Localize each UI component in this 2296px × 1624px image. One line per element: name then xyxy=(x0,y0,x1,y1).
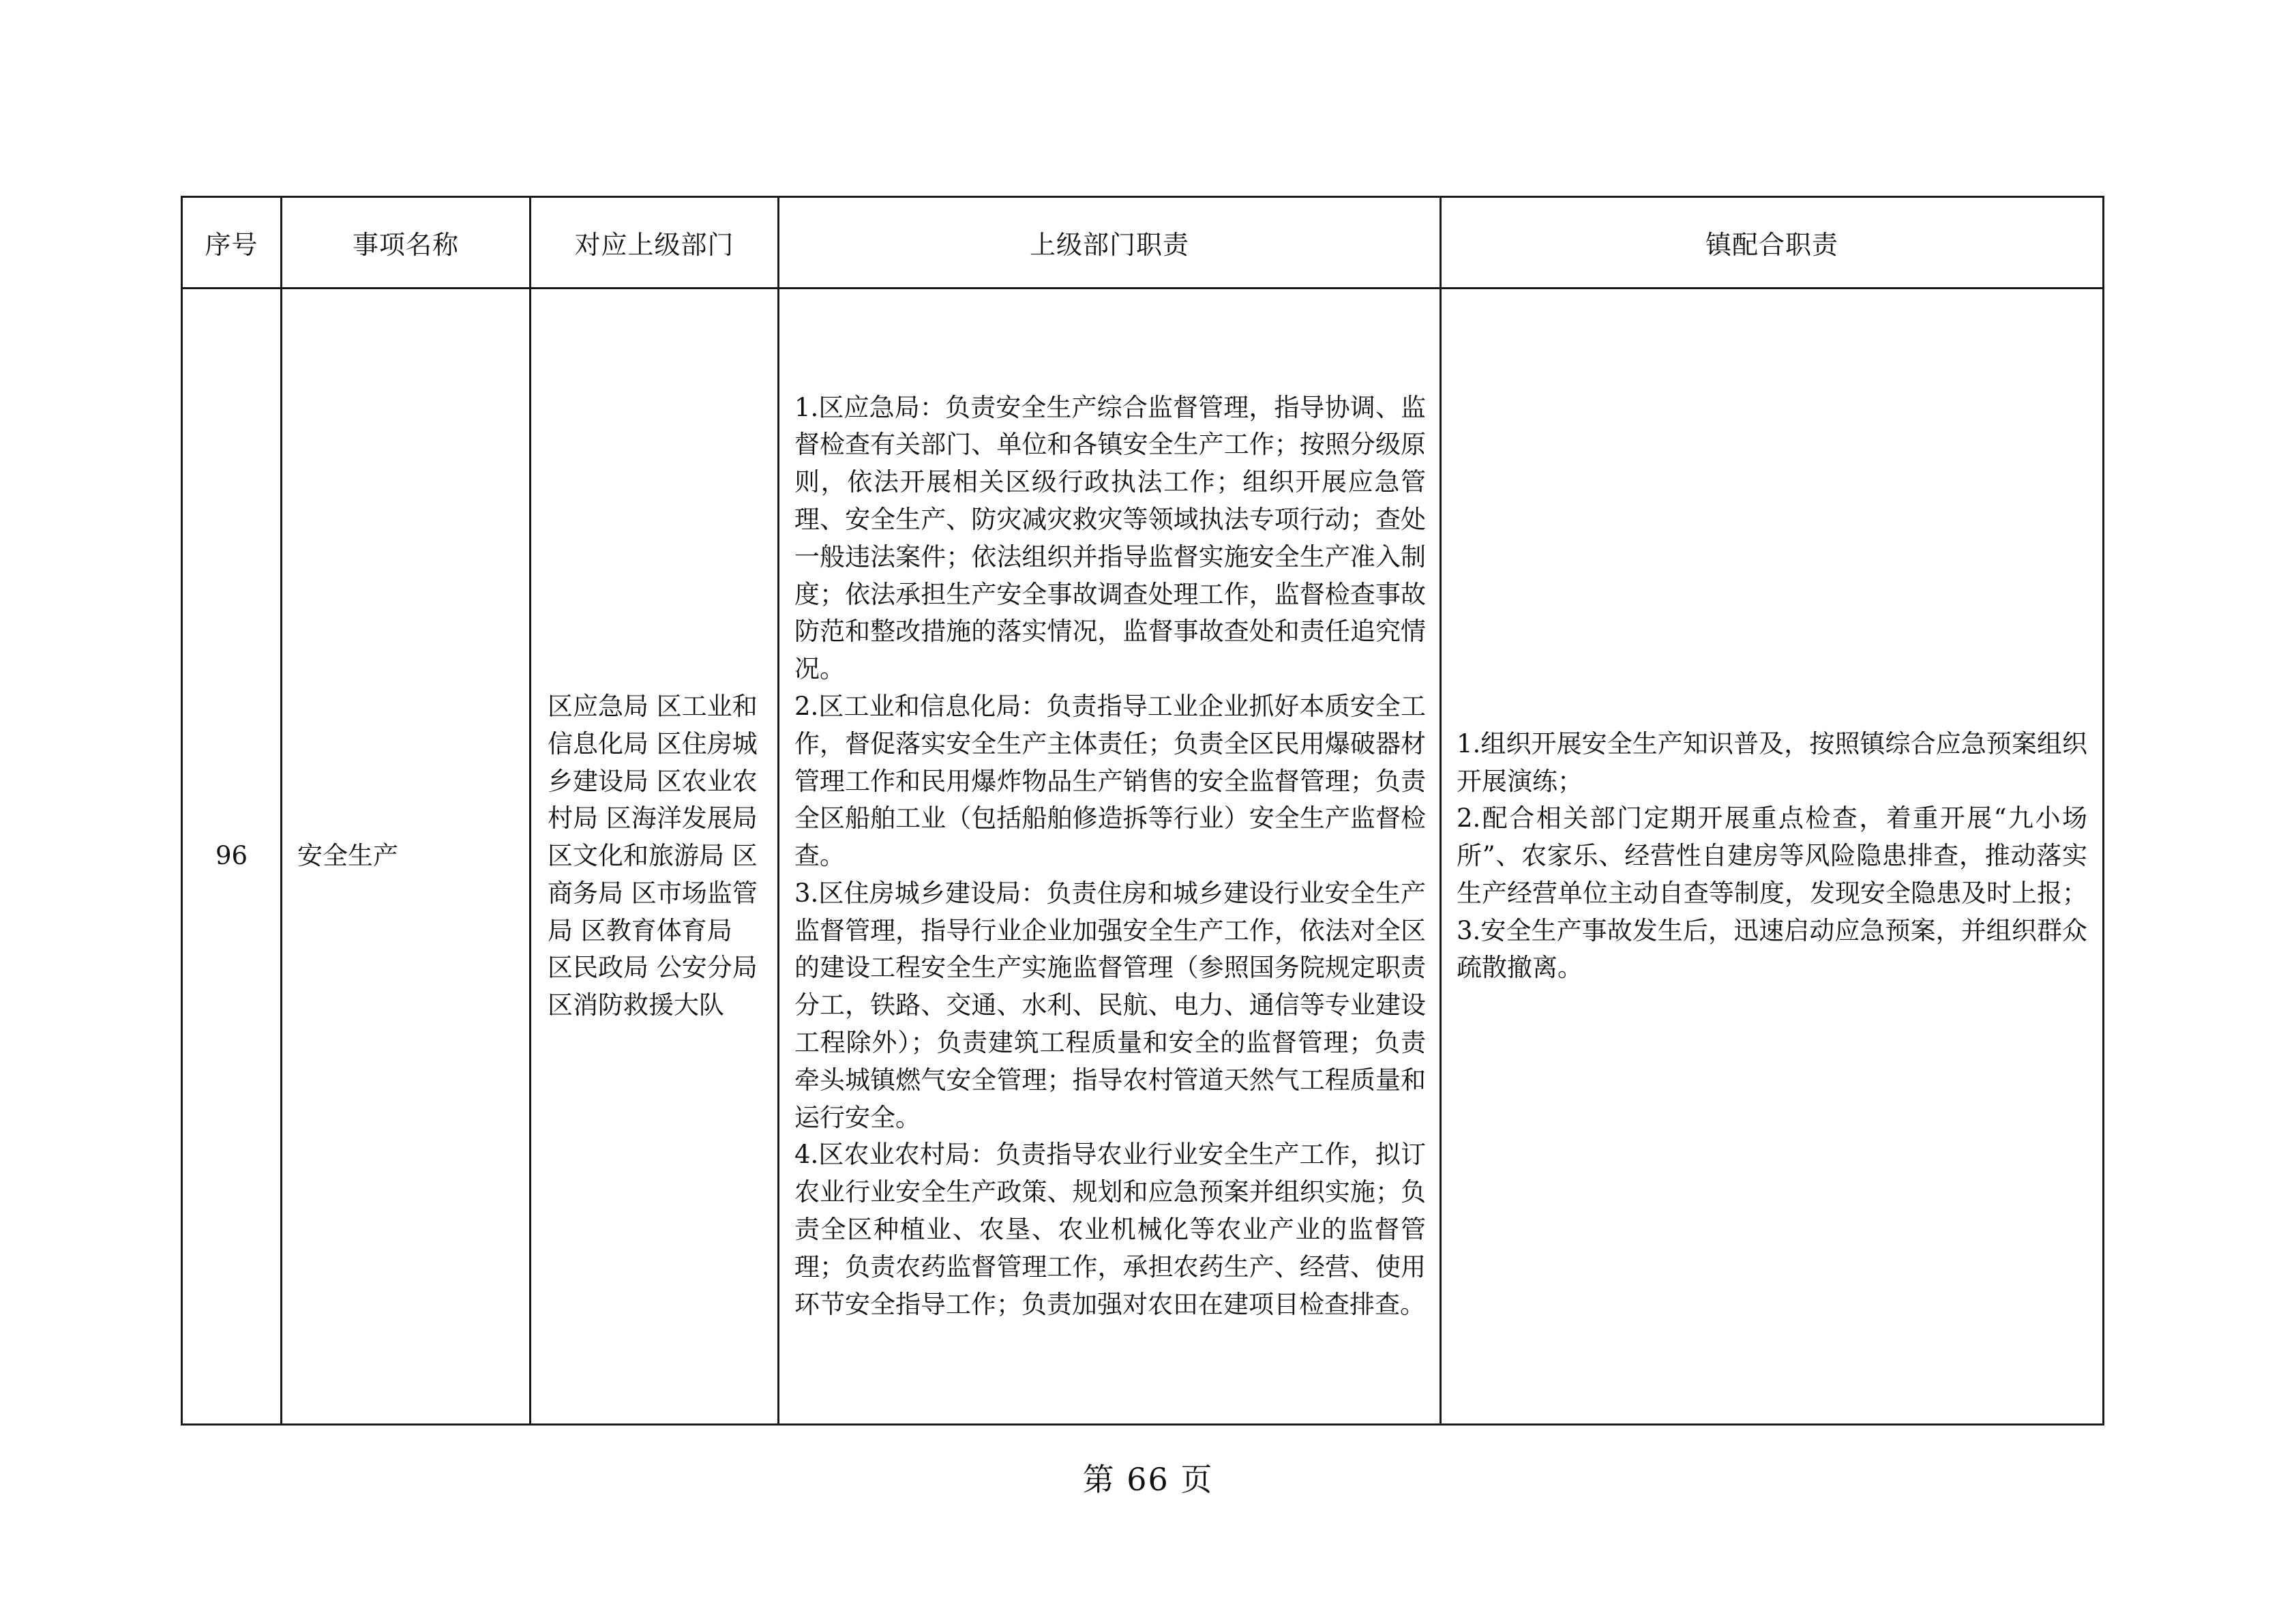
table-row xyxy=(182,289,2104,1425)
cell-upper-duty xyxy=(779,289,1441,1425)
town-duty-paragraph: 1.组织开展安全生产知识普及，按照镇综合应急预案组织开展演练； xyxy=(1457,728,2087,796)
upper-duty-paragraph: 4.区农业农村局：负责指导农业行业安全生产工作，拟订农业行业安全生产政策、规划和应急预案并组织实施；负责全区种植业、农垦、农业机械化等农业产业的监督管理；负责农药监督管理工作，承担农药生产、经营、使用环节安全指导工作；负责加强对农田在建项目检查排查。 xyxy=(794,1140,1426,1319)
header-dept: 对应上级部门 xyxy=(531,197,779,289)
upper-duty-paragraph: 1.区应急局：负责安全生产综合监督管理，指导协调、监督检查有关部门、单位和各镇安全生产工作；按照分级原则，依法开展相关区级行政执法工作；组织开展应急管理、安全生产、防灾减灾救灾等领域执法专项行动；查处一般违法案件；依法组织并指导监督实施安全生产准入制度；依法承担生产安全事故调查处理工作，监督检查事故防范和整改措施的落实情况，监督事故查处和责任追究情况。 xyxy=(794,392,1426,684)
cell-item-name: 安全生产 xyxy=(282,289,531,1425)
cell-seq: 96 xyxy=(182,289,282,1425)
page-number: 第 66 页 xyxy=(1082,1461,1214,1498)
town-duty-paragraph: 2.配合相关部门定期开展重点检查，着重开展“九小场所”、农家乐、经营性自建房等风险隐患排查，推动落实生产经营单位主动自查等制度，发现安全隐患及时上报； xyxy=(1457,803,2087,908)
town-duty-paragraph: 3.安全生产事故发生后，迅速启动应急预案，并组织群众疏散撤离。 xyxy=(1457,915,2087,983)
table-header-row xyxy=(182,197,2104,289)
cell-town-duty xyxy=(1441,289,2104,1425)
responsibility-table xyxy=(181,196,2104,1426)
header-upper-duty: 上级部门职责 xyxy=(779,197,1441,289)
header-item-name: 事项名称 xyxy=(282,197,531,289)
upper-duty-paragraph: 2.区工业和信息化局：负责指导工业企业抓好本质安全工作，督促落实安全生产主体责任；负责全区民用爆破器材管理工作和民用爆炸物品生产销售的安全监督管理；负责全区船舶工业（包括船舶修造拆等行业）安全生产监督检查。 xyxy=(794,691,1426,871)
header-seq: 序号 xyxy=(182,197,282,289)
upper-duty-paragraph: 3.区住房城乡建设局：负责住房和城乡建设行业安全生产监督管理，指导行业企业加强安全生产工作，依法对全区的建设工程安全生产实施监督管理（参照国务院规定职责分工，铁路、交通、水利、民航、电力、通信等专业建设工程除外）；负责建筑工程质量和安全的监督管理；负责牵头城镇燃气安全管理；指导农村管道天然气工程质量和运行安全。 xyxy=(794,878,1426,1132)
header-town-duty: 镇配合职责 xyxy=(1441,197,2104,289)
cell-dept: 区应急局 区工业和信息化局 区住房城乡建设局 区农业农村局 区海洋发展局 区文化和旅游局 区商务局 区市场监管局 区教育体育局 区民政局 公安分局 区消防救援大队 xyxy=(531,289,779,1425)
